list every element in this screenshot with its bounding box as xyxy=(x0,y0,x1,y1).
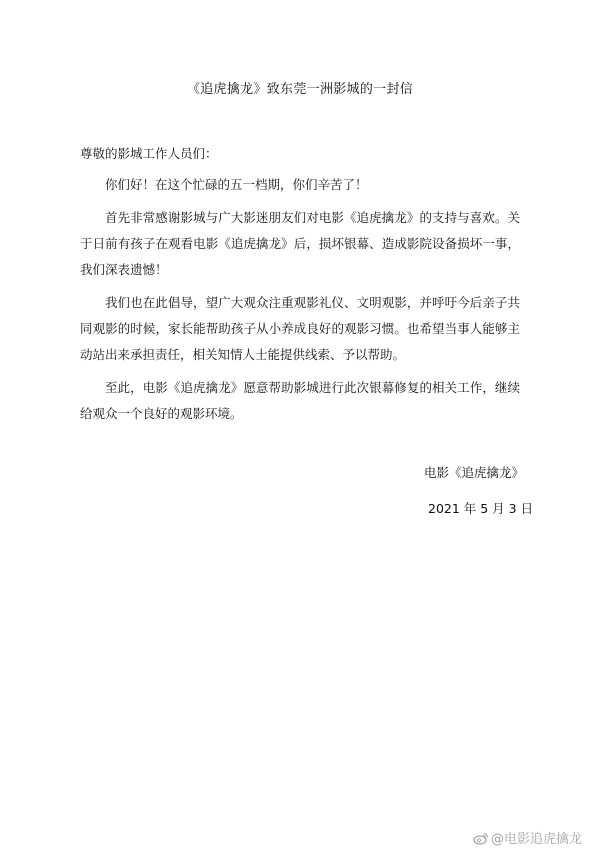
letter-salutation: 尊敬的影城工作人员们： xyxy=(80,146,218,161)
letter-paragraph: 至此，电影《追虎擒龙》愿意帮助影城进行此次银幕修复的相关工作，继续给观众一个良好的观影环境。 xyxy=(80,380,520,421)
letter-title: 《追虎擒龙》致东莞一洲影城的一封信 xyxy=(186,82,414,97)
letter-body xyxy=(80,172,520,434)
letter-date: 2021 年 5 月 3 日 xyxy=(428,501,534,516)
letter-paragraph: 你们好！在这个忙碌的五一档期，你们辛苦了！ xyxy=(105,177,368,192)
weibo-icon xyxy=(473,831,489,845)
weibo-watermark xyxy=(473,828,582,847)
letter-signature: 电影《追虎擒龙》 xyxy=(424,465,525,480)
watermark-text: @电影追虎擒龙 xyxy=(491,832,583,847)
letter-paragraph: 我们也在此倡导，望广大观众注重观影礼仪、文明观影，并呼吁今后亲子共同观影的时候，家长能帮助孩子从小养成良好的观影习惯。也希望当事人能够主动站出来承担责任，相关知情人士能提供线索、予以帮助。 xyxy=(80,295,520,362)
letter-paragraph: 首先非常感谢影城与广大影迷朋友们对电影《追虎擒龙》的支持与喜欢。关于日前有孩子在观看电影《追虎擒龙》后，损坏银幕、造成影院设备损坏一事，我们深表遗憾！ xyxy=(80,210,520,277)
